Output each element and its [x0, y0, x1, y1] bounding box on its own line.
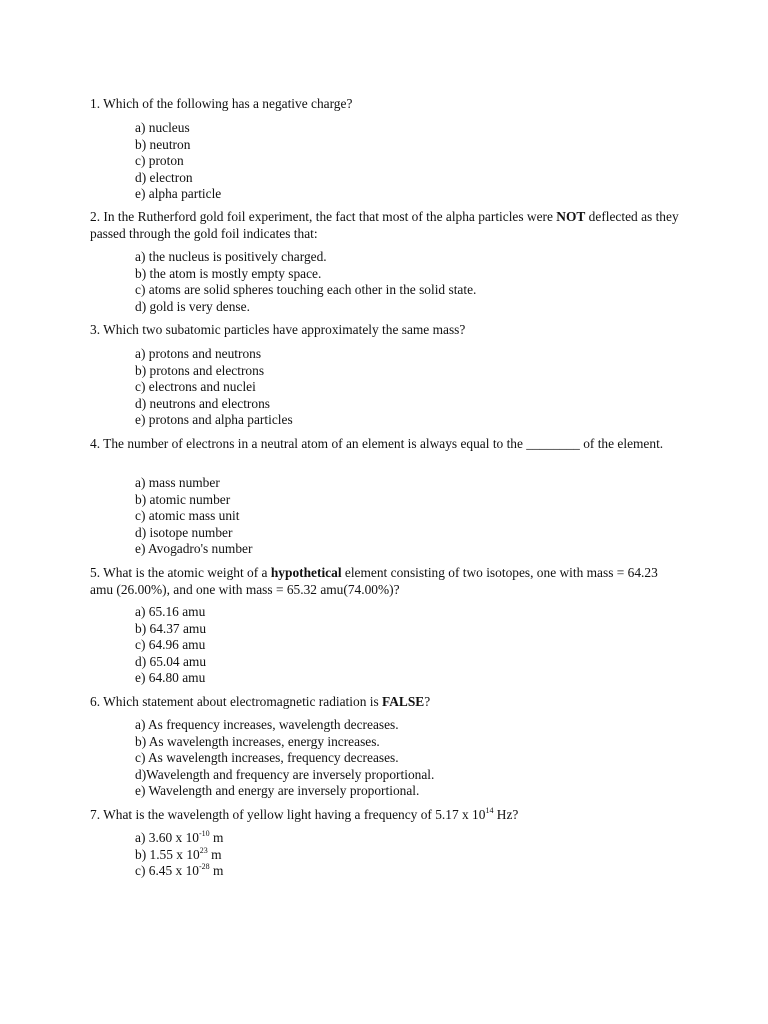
option-5e: e) 64.80 amu	[135, 670, 206, 686]
option-5a: a) 65.16 amu	[135, 604, 206, 619]
option-7a: a) 3.60 x $10^{-10}$ m	[135, 829, 224, 845]
option-5c: c) 64.96 amu	[135, 637, 206, 653]
question-7-stem: 7. What is the wavelength of yellow light having a frequency of 5.17 x $10^{14}$ Hz?	[90, 806, 519, 822]
question-2-stem: 2. In the Rutherford gold foil experiment, the fact that most of the alpha particles were NOT deflected as they passed through the gold foil indicates that:	[90, 209, 679, 241]
option-6d: d)Wavelength and frequency are inversely proportional.	[135, 766, 435, 782]
option-4a: a) mass number	[135, 475, 220, 490]
option-3c: c) electrons and nuclei	[135, 379, 256, 395]
question-2-options	[135, 249, 476, 315]
exponent: -10	[198, 829, 210, 838]
option-1b: b) neutron	[135, 136, 191, 152]
option-6e: e) Wavelength and energy are inversely proportional.	[135, 783, 420, 799]
question-4-stem: 4. The number of electrons in a neutral atom of an element is always equal to the ________ of the element.	[90, 436, 664, 451]
option-1e: e) alpha particle	[135, 186, 222, 202]
option-7b: b) 1.55 x $10^{23}$ m	[135, 845, 222, 862]
option-2d: d) gold is very dense.	[135, 298, 250, 314]
option-5b: b) 64.37 amu	[135, 620, 207, 636]
option-4d: d) isotope number	[135, 524, 233, 540]
option-7c: c) 6.45 x $10^{-28}$ m	[135, 862, 224, 879]
question-5-stem: 5. What is the atomic weight of a hypothetical element consisting of two isotopes, one with mass = 64.23 amu (26.00%), and one with mass = 65.32 amu(74.00%)?	[90, 565, 658, 597]
option-4b: b) atomic number	[135, 491, 231, 507]
exponent: 23	[199, 845, 208, 855]
option-6b: b) As wavelength increases, energy increases.	[135, 733, 380, 749]
option-1a: a) nucleus	[135, 120, 190, 135]
option-3b: b) protons and electrons	[135, 362, 265, 378]
option-6c: c) As wavelength increases, frequency decreases.	[135, 750, 399, 766]
emphasis-not: NOT	[556, 209, 586, 224]
emphasis-false: FALSE	[382, 694, 425, 709]
option-5d: d) 65.04 amu	[135, 653, 207, 669]
option-3a: a) protons and neutrons	[135, 346, 262, 361]
option-4c: c) atomic mass unit	[135, 508, 240, 524]
question-3-stem: 3. Which two subatomic particles have approximately the same mass?	[90, 322, 466, 337]
question-3-options	[135, 346, 293, 429]
option-4e: e) Avogadro's number	[135, 541, 253, 557]
option-2a: a) the nucleus is positively charged.	[135, 249, 327, 264]
option-3e: e) protons and alpha particles	[135, 412, 293, 428]
exponent: 14	[485, 806, 494, 815]
option-2c: c) atoms are solid spheres touching each other in the solid state.	[135, 282, 477, 298]
question-6-options	[135, 717, 434, 800]
question-6-stem: 6. Which statement about electromagnetic radiation is FALSE?	[90, 694, 431, 709]
question-1-options	[135, 120, 221, 203]
emphasis-hypothetical: hypothetical	[270, 565, 342, 580]
question-1-stem: 1. Which of the following has a negative charge?	[90, 96, 353, 111]
option-6a: a) As frequency increases, wavelength decreases.	[135, 717, 399, 732]
question-7-options	[135, 830, 223, 880]
option-2b: b) the atom is mostly empty space.	[135, 265, 322, 281]
option-3d: d) neutrons and electrons	[135, 395, 270, 411]
exponent: -28	[198, 862, 210, 872]
option-1c: c) proton	[135, 153, 184, 169]
option-1d: d) electron	[135, 169, 193, 185]
question-5-options	[135, 604, 206, 687]
question-4-options	[135, 475, 252, 558]
